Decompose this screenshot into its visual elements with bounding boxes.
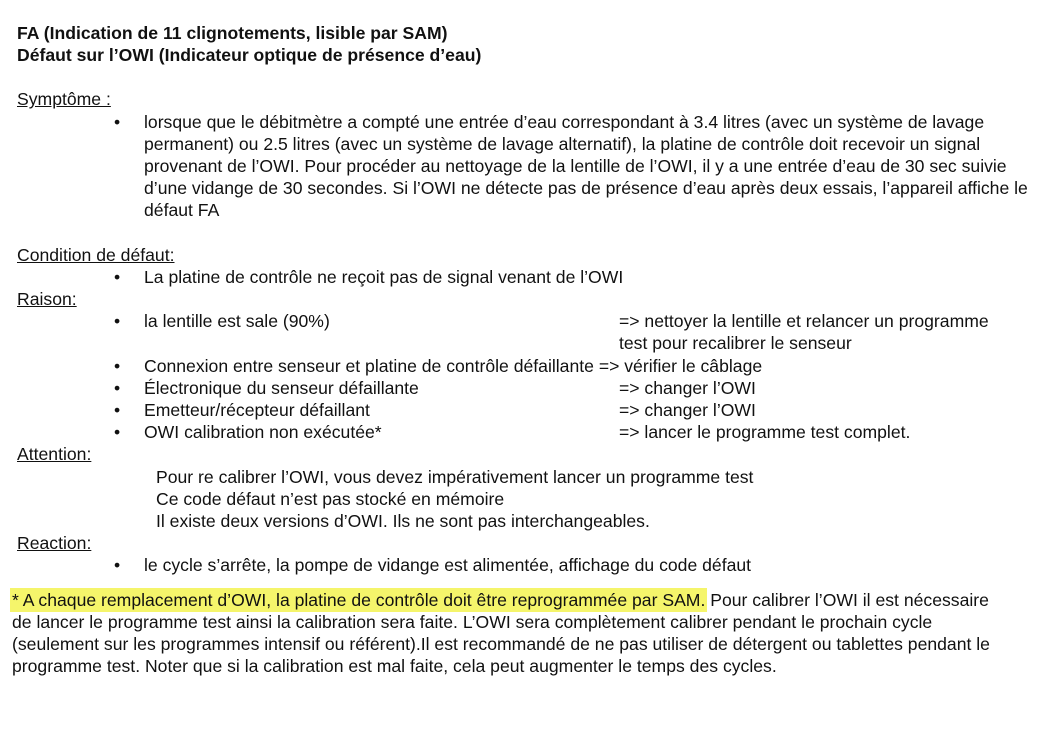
- bullet-icon: •: [114, 555, 121, 576]
- reason-cause: la lentille est sale (90%): [144, 311, 330, 332]
- reaction-label: Reaction:: [17, 533, 92, 554]
- title-line-1: FA (Indication de 11 clignotements, lisible par SAM): [17, 23, 448, 43]
- reason-action: => nettoyer la lentille et relancer un programme test pour recalibrer le senseur: [619, 311, 989, 354]
- reason-item: [17, 355, 1047, 377]
- attention-label: Attention:: [17, 444, 92, 465]
- reason-item: [17, 377, 1047, 399]
- bullet-icon: •: [114, 355, 121, 376]
- highlighted-note: * A chaque remplacement d’OWI, la platine de contrôle doit être reprogrammée par SAM.: [12, 589, 706, 610]
- reaction-text: le cycle s’arrête, la pompe de vidange est alimentée, affichage du code défaut: [144, 555, 752, 576]
- reason-action: => changer l’OWI: [619, 400, 756, 421]
- footnote: [12, 589, 1012, 678]
- reason-label: Raison:: [17, 289, 77, 310]
- bullet-icon: •: [114, 311, 121, 332]
- document-page: [12, 22, 1047, 677]
- attention-line: Il existe deux versions d’OWI. Ils ne sont pas interchangeables.: [156, 511, 650, 532]
- bullet-icon: •: [114, 266, 121, 287]
- reason-cause: OWI calibration non exécutée*: [144, 422, 382, 443]
- symptom-item: [17, 111, 1047, 222]
- bullet-icon: •: [114, 111, 121, 132]
- reason-action: => lancer le programme test complet.: [619, 422, 911, 443]
- bullet-icon: •: [114, 377, 121, 398]
- reason-cause: Électronique du senseur défaillante: [144, 377, 419, 398]
- condition-text: La platine de contrôle ne reçoit pas de signal venant de l’OWI: [144, 266, 624, 287]
- title-line-2: Défaut sur l’OWI (Indicateur optique de présence d’eau): [17, 45, 482, 66]
- symptom-text: lorsque que le débitmètre a compté une entrée d’eau correspondant à 3.4 litres (avec un système de lavage permanent) ou 2.5 litres (avec un système de lavage alternatif), la platine de contrôle doit recevoir un signal provenant de l’OWI. Pour procéder au nettoyage de la lentille de l’OWI, il y a une entrée d’eau de 30 sec suivie d’une vidange de 30 secondes. Si l’OWI ne détecte pas de présence d’eau après deux essais, l’appareil affiche le défaut FA: [144, 111, 1028, 221]
- symptom-label: Symptôme :: [17, 89, 111, 110]
- reason-action: => changer l’OWI: [619, 377, 756, 398]
- reason-cause: Emetteur/récepteur défaillant: [144, 400, 370, 421]
- reaction-item: [17, 554, 1047, 576]
- bullet-icon: •: [114, 400, 121, 421]
- bullet-icon: •: [114, 422, 121, 443]
- reason-item: [17, 310, 1047, 354]
- reason-cause: Connexion entre senseur et platine de contrôle défaillante: [144, 355, 594, 376]
- attention-line: Pour re calibrer l’OWI, vous devez impérativement lancer un programme test: [156, 466, 754, 487]
- reason-item: [17, 421, 1047, 443]
- attention-line: Ce code défaut n’est pas stocké en mémoire: [156, 488, 505, 509]
- condition-item: [17, 266, 1047, 288]
- condition-label: Condition de défaut:: [17, 244, 175, 265]
- reason-action: => vérifier le câblage: [598, 355, 763, 376]
- reason-item: [17, 399, 1047, 421]
- footnote-text: Pour calibrer l’OWI il est nécessaire de lancer le programme test ainsi la calibration sera faite. L’OWI sera complètement calibrer pendant le prochain cycle (seulement sur les programmes intensif ou référent).Il est recommandé de ne pas utiliser de détergent ou tablettes pendant le programme test. Noter que si la calibration est mal faite, cela peut augmenter le temps des cycles.: [12, 589, 990, 677]
